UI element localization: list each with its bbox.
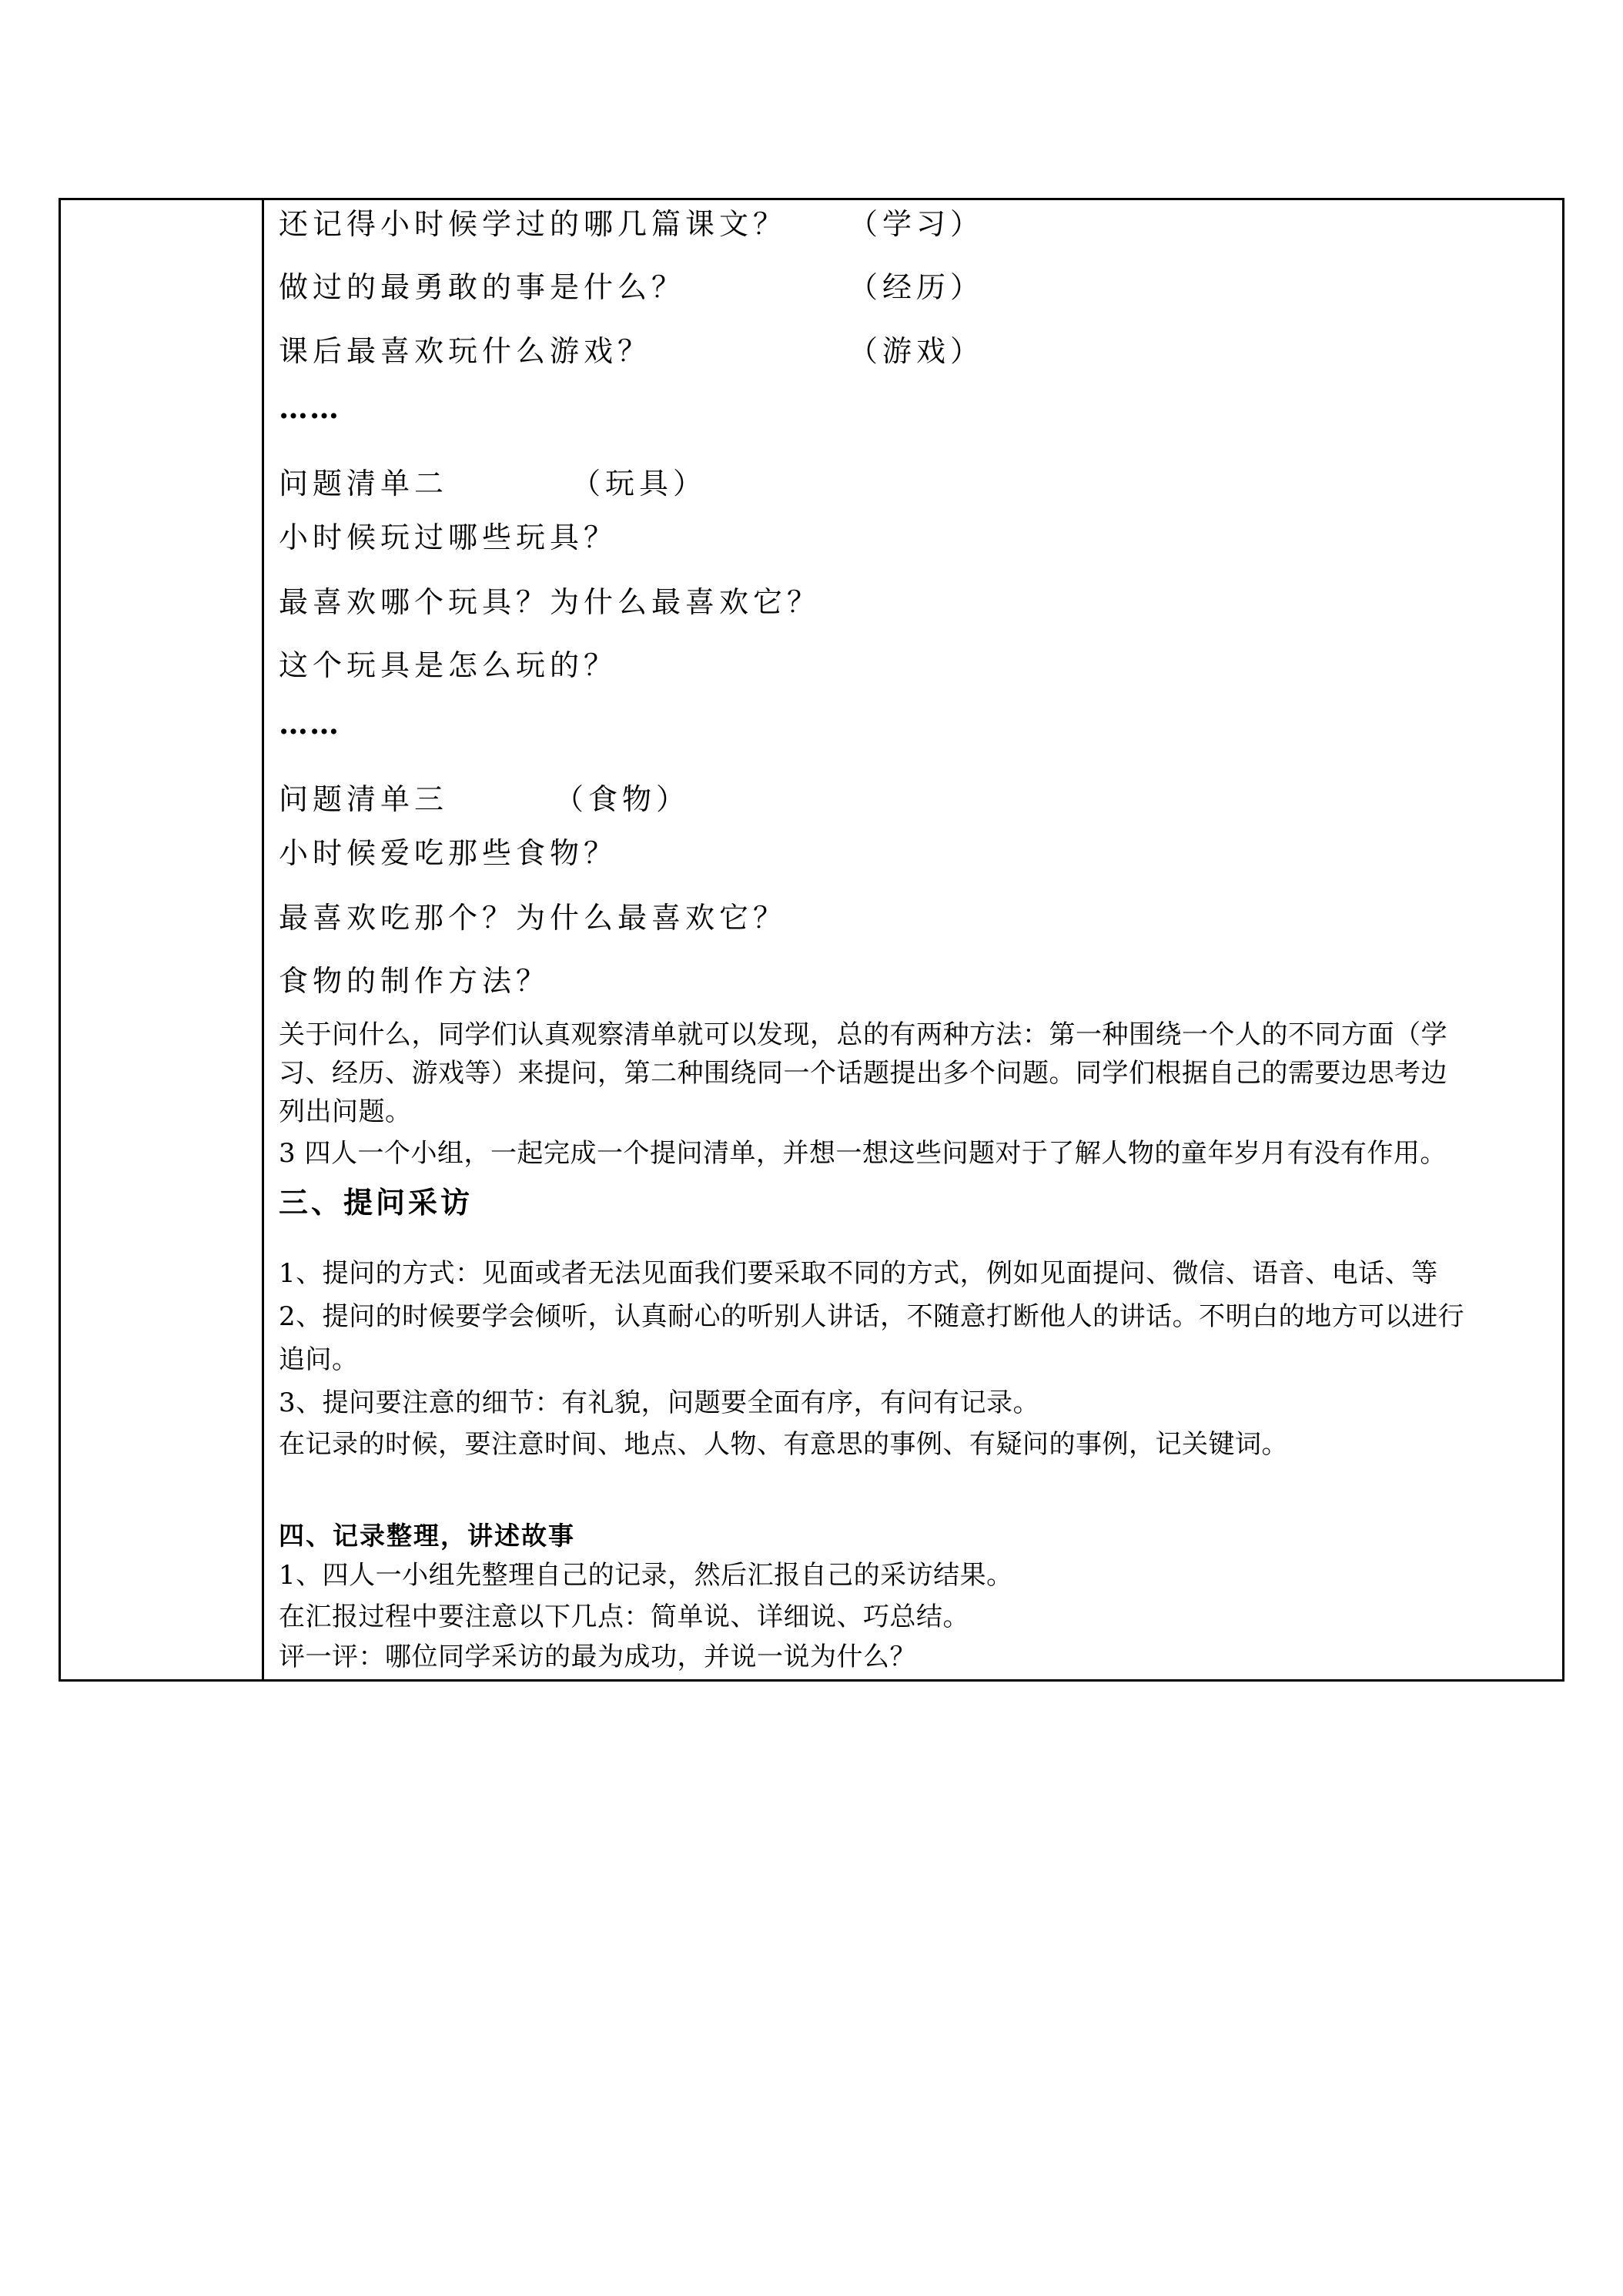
ellipsis: …… — [279, 706, 340, 741]
question-item: 最喜欢哪个玩具？为什么最喜欢它？ — [279, 585, 822, 619]
summary-line: 关于问什么，同学们认真观察清单就可以发现，总的有两种方法：第一种围绕一个人的不同方面（学 — [279, 1019, 1447, 1050]
question-item: 小时候玩过哪些玩具？ — [279, 520, 618, 554]
question-tag: （学习） — [848, 207, 985, 241]
list-title: 问题清单二 — [279, 467, 449, 500]
question-item: 最喜欢吃那个？为什么最喜欢它？ — [279, 901, 788, 935]
question-tag: （游戏） — [848, 334, 985, 368]
section-line: 在记录的时候，要注意时间、地点、人物、有意思的事例、有疑问的事例，记关键词。 — [279, 1429, 1288, 1460]
section-line: 评一评：哪位同学采访的最为成功，并说一说为什么？ — [279, 1642, 916, 1672]
list-title: 问题清单三 — [279, 782, 449, 816]
section-heading: 四、记录整理，讲述故事 — [279, 1521, 575, 1551]
section-line: 1、提问的方式：见面或者无法见面我们要采取不同的方式，例如见面提问、微信、语音、电话、等 — [279, 1258, 1438, 1289]
summary-line: 习、经历、游戏等）来提问，第二种围绕同一个话题提出多个问题。同学们根据自己的需要边思考边 — [279, 1058, 1447, 1089]
ellipsis: …… — [279, 390, 340, 425]
section-line: 在汇报过程中要注意以下几点：简单说、详细说、巧总结。 — [279, 1602, 969, 1632]
list-topic: （玩具） — [571, 467, 708, 500]
summary-line: 3 四人一个小组，一起完成一个提问清单，并想一想这些问题对于了解人物的童年岁月有没有作用。 — [279, 1138, 1447, 1169]
section-line: 3、提问要注意的细节：有礼貌，问题要全面有序，有问有记录。 — [279, 1387, 1040, 1418]
question-tag: （经历） — [848, 270, 985, 304]
column-divider — [262, 198, 264, 1682]
question-item: 食物的制作方法？ — [279, 964, 550, 998]
section-heading: 三、提问采访 — [279, 1185, 474, 1220]
question-item: 还记得小时候学过的哪几篇课文？ — [279, 207, 788, 241]
question-item: 课后最喜欢玩什么游戏？ — [279, 334, 652, 368]
summary-line: 列出问题。 — [279, 1096, 412, 1127]
section-line: 2、提问的时候要学会倾听，认真耐心的听别人讲话，不随意打断他人的讲话。不明白的地方可以进行 — [279, 1301, 1465, 1332]
question-item: 做过的最勇敢的事是什么？ — [279, 270, 686, 304]
list-topic: （食物） — [554, 782, 691, 816]
section-line: 1、四人一小组先整理自己的记录，然后汇报自己的采访结果。 — [279, 1560, 1013, 1591]
question-item: 这个玩具是怎么玩的？ — [279, 648, 618, 682]
question-item: 小时候爱吃那些食物？ — [279, 836, 618, 870]
section-line: 追问。 — [279, 1344, 359, 1375]
